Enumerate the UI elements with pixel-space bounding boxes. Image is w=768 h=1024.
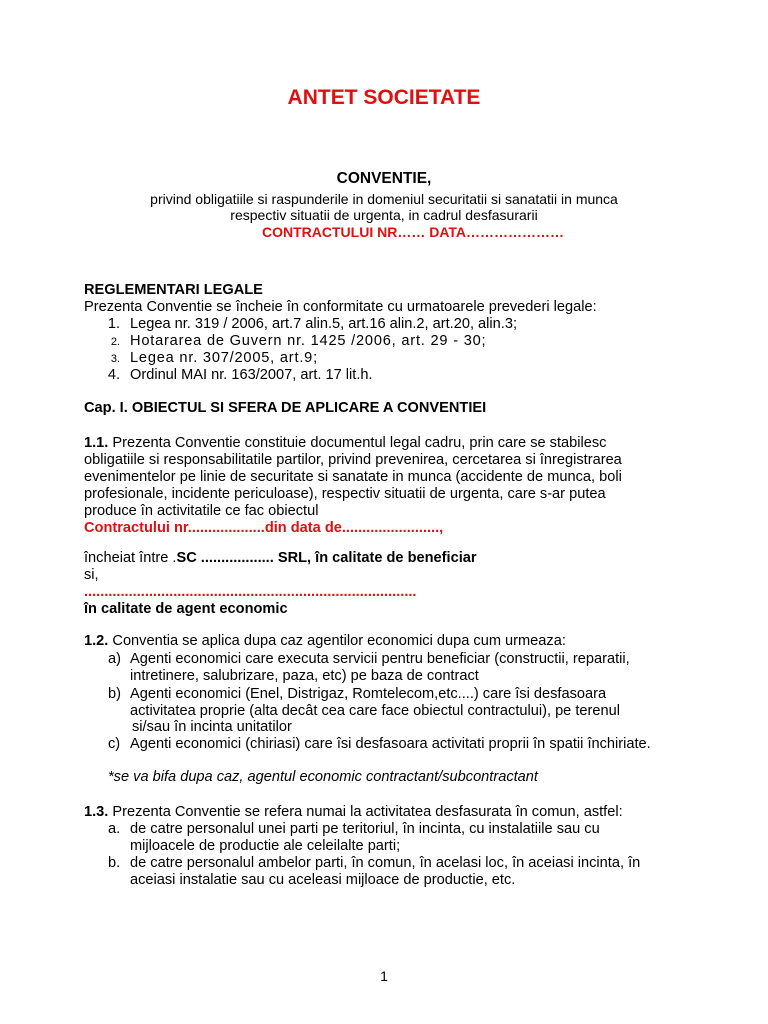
legal-item-text: Legea nr. 307/2005, art.9; <box>130 350 318 366</box>
list-item-text: Agenti economici care executa servicii pentru beneficiar (constructii, reparatii, <box>130 651 630 667</box>
page-number: 1 <box>380 968 388 984</box>
parties-and: si, <box>84 567 99 583</box>
legal-item-number: 3. <box>110 353 120 365</box>
list-item-text: intretinere, salubrizare, paza, etc) pe baza de contract <box>130 668 479 684</box>
document-subtitle-line1: privind obligatiile si raspunderile in domeniul securitatii si sanatatii in munca <box>150 191 618 207</box>
list-item-text: aceiasi instalatie sau cu aceleasi mijloace de productie, etc. <box>130 872 516 888</box>
legal-intro: Prezenta Conventie se încheie în conformitate cu urmatoarele prevederi legale: <box>84 299 597 315</box>
list-item-label: c) <box>108 736 121 752</box>
legal-item-number: 4. <box>107 367 120 383</box>
legal-item-number: 2. <box>110 336 120 348</box>
paragraph-line: obligatiile si responsabilitatile partilor, privind prevenirea, cercetarea si înregistrarea <box>84 452 622 468</box>
list-item-text: de catre personalul unei parti pe teritoriul, în incinta, cu instalatiile sau cu <box>130 821 600 837</box>
legal-item-text: Legea nr. 319 / 2006, art.7 alin.5, art.16 alin.2, art.20, alin.3; <box>130 316 517 332</box>
list-item-label: a) <box>108 651 121 667</box>
company-heading: ANTET SOCIETATE <box>287 86 481 109</box>
list-item-text: Agenti economici (Enel, Distrigaz, Romtelecom,etc....) care îsi desfasoara <box>130 686 607 702</box>
list-item-text: Agenti economici (chiriasi) care îsi desfasoara activitati proprii în spatii închiriate. <box>130 736 651 752</box>
parties-line: încheiat între .SC .................. SRL, în calitate de beneficiar <box>84 550 477 566</box>
paragraph-line: 1.3. Prezenta Conventie se refera numai la activitatea desfasurata în comun, astfel: <box>84 804 623 820</box>
paragraph-line: profesionale, incidente periculoase), respectiv situatii de urgenta, care s-ar putea <box>84 486 606 502</box>
selection-note: *se va bifa dupa caz, agentul economic contractant/subcontractant <box>108 769 538 785</box>
agent-role: în calitate de agent economic <box>84 601 288 617</box>
contract-number-line: CONTRACTULUI NR…… DATA………………… <box>262 224 565 240</box>
contract-reference: Contractului nr...................din data de........................, <box>84 520 444 536</box>
paragraph-line: evenimentelor pe linie de securitate si sanatate in munca (accidente de munca, boli <box>84 469 622 485</box>
paragraph-line: produce în activitatile ce fac obiectul <box>84 503 319 519</box>
list-item-label: b) <box>108 686 121 702</box>
paragraph-number: 1.2. <box>84 633 109 649</box>
legal-item-text: Ordinul MAI nr. 163/2007, art. 17 lit.h. <box>130 367 373 383</box>
list-item-text: activitatea proprie (alta decât cea care face obiectul contractului), pe terenul <box>130 703 620 719</box>
beneficiary-text: SC .................. SRL, în calitate de beneficiar <box>176 550 477 566</box>
legal-item-text: Hotararea de Guvern nr. 1425 /2006, art. 29 - 30; <box>130 333 487 349</box>
paragraph-line: 1.1. Prezenta Conventie constituie documentul legal cadru, prin care se stabilesc <box>84 435 607 451</box>
agent-dots: .................................................................................. <box>84 584 417 600</box>
list-item-text: de catre personalul ambelor parti, în comun, în acelasi loc, în aceiasi incinta, în <box>130 855 641 871</box>
list-item-text: mijloacele de productie ale celeilalte parti; <box>130 838 401 854</box>
paragraph-number: 1.1. <box>84 435 109 451</box>
list-item-label: b. <box>108 855 121 871</box>
legal-item-number: 1. <box>107 316 120 332</box>
legal-heading: REGLEMENTARI LEGALE <box>84 282 263 298</box>
paragraph-number: 1.3. <box>84 804 109 820</box>
paragraph-line: 1.2. Conventia se aplica dupa caz agentilor economici dupa cum urmeaza: <box>84 633 566 649</box>
list-item-text: si/sau în incinta unitatilor <box>132 719 292 735</box>
document-title: CONVENTIE, <box>336 170 432 187</box>
list-item-label: a. <box>108 821 121 837</box>
document-subtitle-line2: respectiv situatii de urgenta, in cadrul desfasurarii <box>230 207 538 223</box>
chapter-heading: Cap. I. OBIECTUL SI SFERA DE APLICARE A CONVENTIEI <box>84 400 487 416</box>
